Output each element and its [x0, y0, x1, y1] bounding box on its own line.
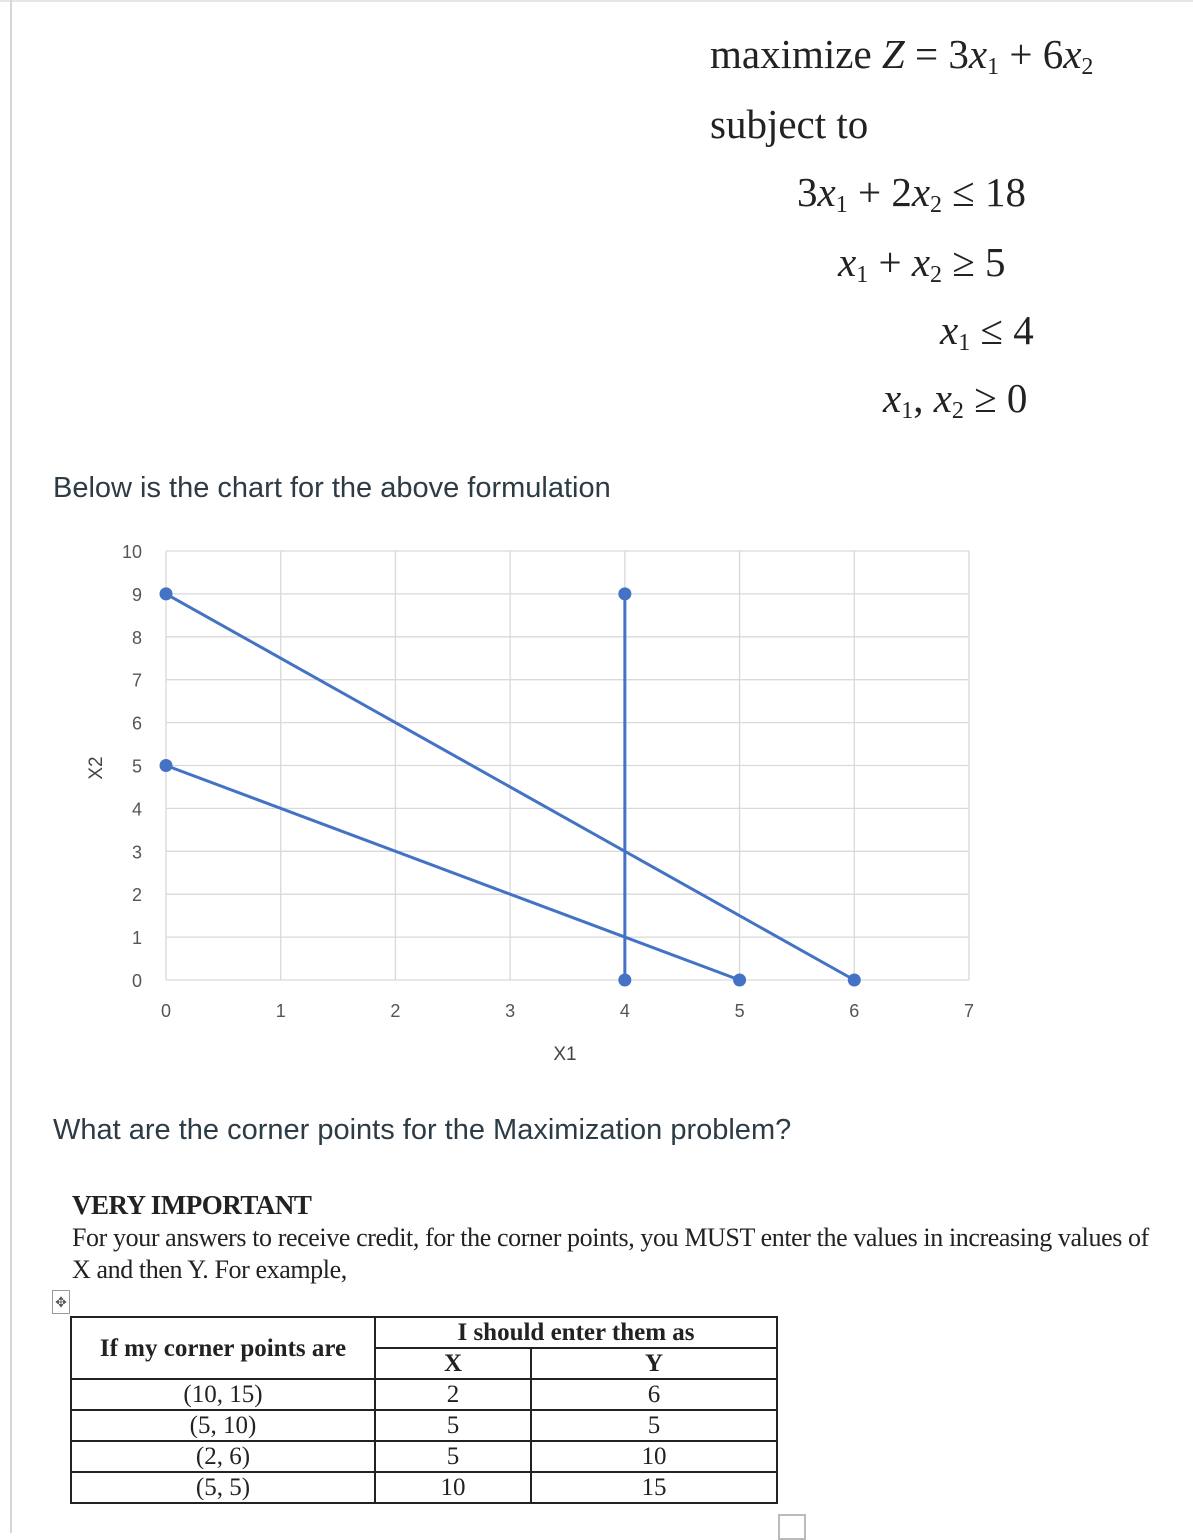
y-tick-label: 4 [131, 799, 142, 820]
y-tick-label: 5 [131, 756, 142, 777]
y-tick-label: 9 [131, 584, 142, 605]
subject-to-label: subject to [710, 101, 869, 147]
y-tick-label: 10 [121, 542, 142, 562]
x-tick-label: 5 [734, 1001, 745, 1021]
chart-intro-text: Below is the chart for the above formulation [53, 472, 611, 504]
objective-line: maximize $Z = 3x_1 + 6x_2$ [710, 31, 1094, 80]
important-title: VERY IMPORTANT [72, 1190, 312, 1220]
series-line [160, 759, 747, 987]
data-point [618, 974, 631, 987]
constraint-3: $x_1 \le 4$ [940, 307, 1034, 356]
data-point [160, 587, 173, 600]
x-axis-label: X1 [553, 1044, 577, 1065]
example-table [70, 1316, 778, 1504]
table-row: (2, 6) 5 10 [71, 1441, 777, 1472]
series-line [618, 587, 631, 986]
y-tick-label: 7 [131, 670, 142, 691]
left-border [10, 0, 12, 1533]
data-point [618, 587, 631, 600]
x-tick-label: 3 [505, 1001, 516, 1021]
constraint-2: $x_1 + x_2 \ge 5$ [838, 239, 1006, 288]
header-y: Y [531, 1348, 777, 1379]
x-tick-label: 4 [619, 1001, 630, 1021]
table-move-icon[interactable]: ✥ [52, 1290, 70, 1314]
question-text: What are the corner points for the Maximization problem? [53, 1114, 792, 1146]
y-tick-label: 3 [131, 842, 142, 863]
y-tick-label: 1 [131, 928, 142, 949]
header-corner-points: If my corner points are [71, 1317, 375, 1379]
data-point [733, 974, 746, 987]
table-row: (5, 10) 5 5 [71, 1410, 777, 1441]
chart-ticks [122, 542, 974, 1021]
constraint-4: $x_1$, $x_2 \ge 0$ [883, 375, 1028, 424]
x-tick-label: 7 [963, 1001, 975, 1021]
top-border [0, 0, 1193, 2]
data-point [160, 759, 173, 772]
table-row: (10, 15) 2 6 [71, 1379, 777, 1410]
y-tick-label: 0 [131, 971, 142, 991]
y-axis-label: X2 [86, 756, 107, 780]
important-body: For your answers to receive credit, for the corner points, you MUST enter the values in increasing values of X and then Y. For example, [72, 1223, 1149, 1284]
y-tick-label: 8 [131, 627, 142, 648]
table-row: (5, 5) 10 15 [71, 1472, 777, 1503]
x-tick-label: 1 [275, 1001, 286, 1021]
y-tick-label: 2 [131, 885, 142, 906]
header-x: X [375, 1348, 531, 1379]
lp-chart [60, 520, 1000, 1080]
x-tick-label: 6 [849, 1001, 860, 1021]
series-path [166, 766, 740, 981]
x-tick-label: 0 [160, 1001, 172, 1021]
table-resize-handle[interactable] [778, 1514, 806, 1540]
header-enter-as: I should enter them as [375, 1317, 777, 1348]
x-tick-label: 2 [390, 1001, 401, 1021]
data-point [848, 974, 861, 987]
constraint-1: $3x_1 + 2x_2 \le 18$ [797, 169, 1027, 218]
y-tick-label: 6 [131, 713, 142, 734]
